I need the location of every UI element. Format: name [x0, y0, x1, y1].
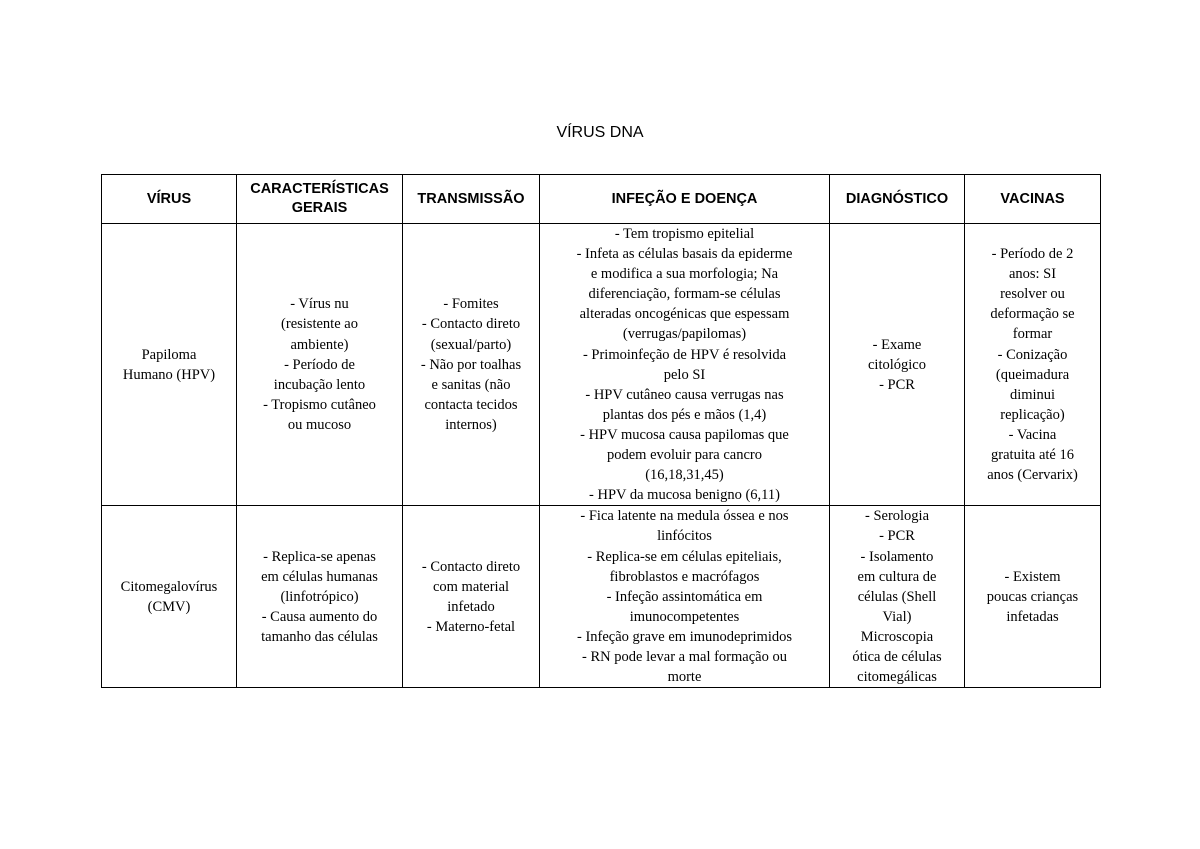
- cell-text-line: Microscopia: [860, 628, 934, 645]
- cell-text-line: - Isolamento: [860, 548, 934, 565]
- cell-vacinas: [965, 506, 1101, 688]
- cell-text-line: - Existem: [1004, 568, 1061, 585]
- cell-text-line: imunocompetentes: [629, 608, 740, 625]
- cell-text-line: ou mucoso: [287, 416, 352, 433]
- cell-text-line: - Causa aumento do: [261, 608, 378, 625]
- cell-text-line: infetado: [447, 598, 495, 615]
- cell-text-line: (CMV): [147, 598, 191, 615]
- cell-text-line: - HPV da mucosa benigno (6,11): [589, 487, 780, 504]
- cell-virus: [102, 224, 237, 506]
- header-caracteristicas: CARACTERÍSTICAS GERAIS: [237, 175, 403, 224]
- cell-text-line: em cultura de: [857, 568, 937, 585]
- cell-text-line: - PCR: [879, 528, 915, 545]
- cell-diagnostico: [830, 224, 965, 506]
- cell-text-line: e modifica a sua morfologia; Na: [590, 266, 779, 283]
- cell-text-line: podem evoluir para cancro: [607, 447, 762, 464]
- cell-infecao: [540, 224, 830, 506]
- cell-text-line: diminui: [1009, 386, 1056, 403]
- cell-text-line: - RN pode levar a mal formação ou: [582, 648, 787, 665]
- header-vacinas: VACINAS: [965, 175, 1101, 224]
- cell-text-line: resolver ou: [1000, 286, 1065, 303]
- cell-transmissao: [403, 506, 540, 688]
- cell-text-line: linfócitos: [657, 528, 712, 545]
- cell-vacinas: [965, 224, 1101, 506]
- cell-text-line: morte: [667, 669, 702, 686]
- header-virus: VÍRUS: [102, 175, 237, 224]
- cell-text-line: - Tropismo cutâneo: [263, 396, 376, 413]
- cell-text-line: - Materno-fetal: [426, 618, 516, 635]
- header-diagnostico: DIAGNÓSTICO: [830, 175, 965, 224]
- cell-text-line: poucas crianças: [986, 588, 1079, 605]
- cell-text-line: com material: [432, 578, 510, 595]
- cell-diagnostico: [830, 506, 965, 688]
- cell-text-line: - HPV cutâneo causa verrugas nas: [585, 386, 784, 403]
- cell-text-line: alteradas oncogénicas que espessam: [579, 306, 790, 323]
- cell-text-line: anos (Cervarix): [987, 467, 1078, 484]
- cell-text-line: - Contacto direto: [421, 558, 521, 575]
- cell-text-line: - Tem tropismo epitelial: [614, 226, 755, 242]
- cell-text-line: - Infeção grave em imunodeprimidos: [576, 628, 792, 645]
- cell-text-line: células (Shell: [857, 588, 937, 605]
- cell-text-line: gratuita até 16: [991, 447, 1074, 464]
- cell-text-line: replicação): [1000, 406, 1065, 423]
- cell-text-line: - Primoinfeção de HPV é resolvida: [582, 346, 787, 363]
- cell-text-line: Humano (HPV): [122, 366, 216, 383]
- cell-text-line: - Replica-se em células epiteliais,: [587, 548, 782, 565]
- cell-text-line: (verrugas/papilomas): [622, 326, 747, 343]
- cell-text-line: e sanitas (não: [431, 376, 511, 393]
- cell-text-line: - Período de 2: [991, 246, 1074, 263]
- cell-text-line: - Infeção assintomática em: [606, 588, 763, 605]
- cell-text-line: ótica de células: [852, 648, 942, 665]
- cell-virus: [102, 506, 237, 688]
- cell-text-line: contacta tecidos: [424, 396, 518, 413]
- cell-text-line: - Não por toalhas: [420, 356, 522, 373]
- cell-text-line: formar: [1012, 326, 1053, 343]
- cell-text-line: Papiloma: [141, 346, 197, 363]
- cell-text-line: - Serologia: [864, 508, 930, 525]
- cell-text-line: citomegálicas: [857, 669, 937, 686]
- table-row-cmv: [102, 506, 1101, 688]
- cell-text-line: - Fomites: [443, 296, 499, 313]
- cell-text-line: - Período de: [284, 356, 355, 373]
- cell-text-line: em células humanas: [261, 568, 378, 585]
- cell-text-line: (resistente ao: [281, 316, 358, 333]
- cell-text-line: tamanho das células: [261, 628, 378, 645]
- table-row-hpv: [102, 224, 1101, 506]
- cell-text-line: - Replica-se apenas: [263, 548, 376, 565]
- cell-text-line: - Conização: [997, 346, 1068, 363]
- cell-text-line: incubação lento: [273, 376, 366, 393]
- cell-text-line: deformação se: [990, 306, 1075, 323]
- cell-text-line: anos: SI: [1008, 266, 1057, 283]
- cell-text-line: infetadas: [1006, 608, 1059, 625]
- cell-text-line: - Vírus nu: [290, 296, 349, 313]
- cell-text-line: diferenciação, formam-se células: [588, 286, 781, 303]
- cell-text-line: Citomegalovírus: [120, 578, 218, 595]
- page-title: VÍRUS DNA: [556, 124, 644, 141]
- cell-text-line: Vial): [882, 608, 912, 625]
- cell-text-line: - Exame: [872, 336, 922, 353]
- cell-text-line: - Fica latente na medula óssea e nos: [580, 508, 789, 525]
- dna-virus-table: [101, 174, 1101, 688]
- cell-text-line: (linfotrópico): [280, 588, 359, 605]
- cell-text-line: pelo SI: [663, 366, 706, 383]
- cell-text-line: - Contacto direto: [421, 316, 521, 333]
- cell-text-line: - PCR: [879, 376, 915, 393]
- cell-text-line: - Infeta as células basais da epiderme: [576, 246, 793, 263]
- cell-text-line: ambiente): [290, 336, 349, 353]
- header-infecao: INFEÇÃO E DOENÇA: [540, 175, 830, 224]
- header-transmissao: TRANSMISSÃO: [403, 175, 540, 224]
- cell-text-line: (queimadura: [995, 366, 1070, 383]
- cell-caracteristicas: [237, 506, 403, 688]
- cell-text-line: (sexual/parto): [430, 336, 512, 353]
- cell-caracteristicas: [237, 224, 403, 506]
- cell-text-line: citológico: [868, 356, 926, 373]
- cell-text-line: - Vacina: [1008, 426, 1057, 443]
- cell-text-line: (16,18,31,45): [645, 467, 724, 484]
- cell-infecao: [540, 506, 830, 688]
- cell-text-line: fibroblastos e macrófagos: [609, 568, 760, 585]
- cell-text-line: - HPV mucosa causa papilomas que: [580, 426, 789, 443]
- cell-text-line: plantas dos pés e mãos (1,4): [602, 406, 767, 423]
- header-row: [102, 175, 1101, 224]
- cell-transmissao: [403, 224, 540, 506]
- cell-text-line: internos): [445, 416, 497, 433]
